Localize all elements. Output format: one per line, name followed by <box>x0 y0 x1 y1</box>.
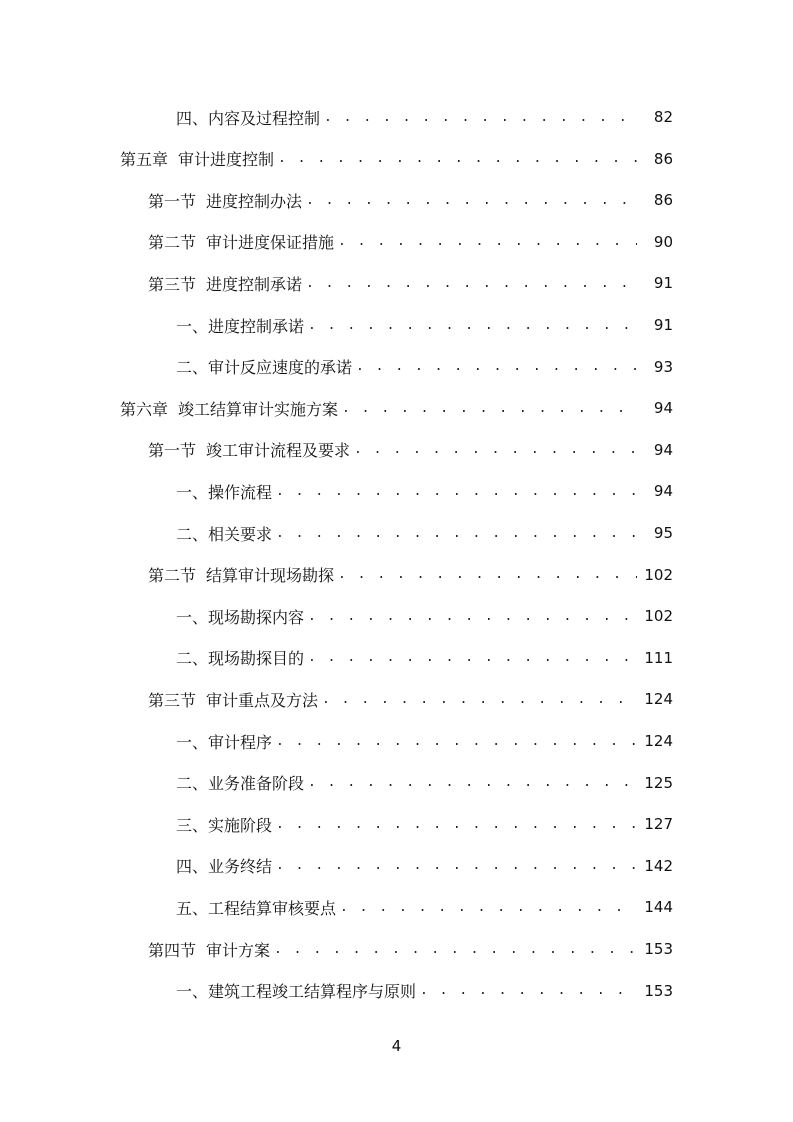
toc-entry-label: 一、进度控制承诺 <box>176 316 305 336</box>
toc-entry[interactable] <box>148 185 673 215</box>
dot-leader <box>308 775 637 790</box>
toc-entry-title <box>176 771 304 794</box>
toc-entry-label: 二、审计反应速度的承诺 <box>176 358 353 378</box>
toc-entry-prefix: 第一节 <box>148 441 197 461</box>
toc-entry[interactable] <box>148 560 673 590</box>
toc-entry-label: 审计重点及方法 <box>206 690 319 710</box>
toc-entry-label: 进度控制办法 <box>206 191 303 211</box>
toc-entry-label: 审计进度保证措施 <box>206 233 335 253</box>
toc-entry-label: 二、相关要求 <box>176 524 273 544</box>
toc-entry-page-number: 142 <box>644 856 673 875</box>
toc-entry[interactable] <box>176 102 673 132</box>
toc-entry-prefix: 第二节 <box>148 566 197 586</box>
toc-entry[interactable] <box>176 851 673 881</box>
toc-entry[interactable] <box>176 518 673 548</box>
toc-entry-label: 五、工程结算审核要点 <box>176 898 337 918</box>
toc-entry-title <box>176 896 336 919</box>
toc-entry-prefix: 第五章 <box>120 150 169 170</box>
toc-entry-title <box>148 230 334 253</box>
dot-leader <box>322 692 637 707</box>
toc-entry-label: 竣工结算审计实施方案 <box>178 399 339 419</box>
toc-entry-page-number: 111 <box>644 648 673 667</box>
toc-entry-page-number: 95 <box>653 524 673 542</box>
toc-entry-page-number: 102 <box>644 565 673 584</box>
dot-leader <box>274 942 637 957</box>
toc-entry-title <box>176 730 272 753</box>
toc-entry-page-number: 127 <box>644 815 673 834</box>
toc-entry-page-number: 86 <box>653 149 673 168</box>
toc-entry-title <box>176 314 304 337</box>
toc-entry-title <box>176 106 320 129</box>
toc-entry-title <box>148 563 334 586</box>
toc-entry-title <box>148 272 302 295</box>
dot-leader <box>354 442 637 457</box>
toc-entry[interactable] <box>176 476 673 506</box>
toc-entry-page-number: 94 <box>653 440 673 459</box>
page-number: 4 <box>391 1037 402 1055</box>
toc-entry-title <box>176 646 304 669</box>
toc-entry[interactable] <box>176 310 673 340</box>
toc-entry-page-number: 144 <box>644 898 673 917</box>
toc-entry-label: 二、现场勘探目的 <box>176 649 305 669</box>
toc-entry-label: 一、审计程序 <box>176 732 273 752</box>
toc-entry-label: 三、实施阶段 <box>176 815 273 835</box>
toc-entry[interactable] <box>148 934 673 964</box>
toc-entry-page-number: 93 <box>653 357 673 376</box>
toc-entry-page-number: 91 <box>653 316 673 334</box>
dot-leader <box>308 609 637 624</box>
dot-leader <box>308 650 637 665</box>
toc-entry[interactable] <box>176 809 673 839</box>
toc-entry[interactable] <box>148 684 673 714</box>
toc-entry[interactable] <box>176 768 673 798</box>
dot-leader <box>306 193 637 208</box>
toc-entry-title <box>148 438 350 461</box>
dot-leader <box>420 983 637 998</box>
toc-entry-title <box>120 397 338 420</box>
toc-entry[interactable] <box>148 227 673 257</box>
toc-entry-label: 进度控制承诺 <box>206 274 303 294</box>
dot-leader <box>276 858 637 873</box>
toc-entry-label: 四、内容及过程控制 <box>176 108 321 128</box>
toc-entry[interactable] <box>176 976 673 1006</box>
toc-entry-label: 审计方案 <box>206 940 271 960</box>
toc-entry-title <box>176 480 272 503</box>
dot-leader <box>342 401 637 416</box>
toc-entry-page-number: 124 <box>644 732 673 750</box>
toc-entry-page-number: 124 <box>644 690 673 709</box>
toc-entry[interactable] <box>176 726 673 756</box>
toc-entry-prefix: 第二节 <box>148 233 197 253</box>
toc-entry-page-number: 91 <box>653 274 673 293</box>
toc-entry-title <box>148 938 270 961</box>
toc-entry-title <box>176 522 272 545</box>
toc-entry-page-number: 94 <box>653 399 673 418</box>
toc-entry-page-number: 153 <box>644 981 673 1000</box>
dot-leader <box>324 110 637 125</box>
toc-entry-label: 结算审计现场勘探 <box>206 566 335 586</box>
toc-entry-page-number: 90 <box>653 232 673 251</box>
toc-entry[interactable] <box>176 601 673 631</box>
toc-entry-prefix: 第三节 <box>148 274 197 294</box>
toc-entry-page-number: 86 <box>653 191 673 210</box>
toc-entry-label: 一、现场勘探内容 <box>176 607 305 627</box>
toc-entry-label: 一、操作流程 <box>176 482 273 502</box>
toc-entry-page-number: 125 <box>644 773 673 792</box>
dot-leader <box>338 234 637 249</box>
toc-entry-label: 二、业务准备阶段 <box>176 774 305 794</box>
dot-leader <box>276 817 637 832</box>
dot-leader <box>276 484 637 499</box>
toc-entry-title <box>176 854 272 877</box>
toc-entry-label: 竣工审计流程及要求 <box>206 441 351 461</box>
dot-leader <box>356 359 637 374</box>
toc-entry-title <box>176 355 352 378</box>
dot-leader <box>276 734 637 749</box>
toc-entry[interactable] <box>148 268 673 298</box>
toc-entry[interactable] <box>176 643 673 673</box>
toc-entry[interactable] <box>148 435 673 465</box>
toc-entry[interactable] <box>176 892 673 922</box>
toc-entry[interactable] <box>120 144 673 174</box>
toc-entry-title <box>176 605 304 628</box>
toc-entry-label: 四、业务终结 <box>176 857 273 877</box>
toc-entry-title <box>176 813 272 836</box>
toc-entry-title <box>148 189 302 212</box>
toc-entry[interactable] <box>176 352 673 382</box>
toc-entry-title <box>176 979 416 1002</box>
toc-entry-prefix: 第三节 <box>148 690 197 710</box>
toc-entry-prefix: 第四节 <box>148 940 197 960</box>
toc-entry-prefix: 第一节 <box>148 191 197 211</box>
toc-entry-label: 一、建筑工程竣工结算程序与原则 <box>176 982 417 1002</box>
dot-leader <box>340 900 637 915</box>
toc-entry-page-number: 102 <box>644 607 673 626</box>
toc-entry-page-number: 153 <box>644 940 673 958</box>
toc-entry-prefix: 第六章 <box>120 399 169 419</box>
toc-entry-title <box>120 147 274 170</box>
dot-leader <box>278 151 637 166</box>
dot-leader <box>306 276 637 291</box>
toc-entry-page-number: 94 <box>653 482 673 501</box>
dot-leader <box>338 567 637 582</box>
toc-entry-page-number: 82 <box>653 108 673 126</box>
toc-entry[interactable] <box>120 393 673 423</box>
toc-entry-title <box>148 688 318 711</box>
toc-entry-label: 审计进度控制 <box>178 150 275 170</box>
dot-leader <box>308 318 637 333</box>
dot-leader <box>276 526 637 541</box>
